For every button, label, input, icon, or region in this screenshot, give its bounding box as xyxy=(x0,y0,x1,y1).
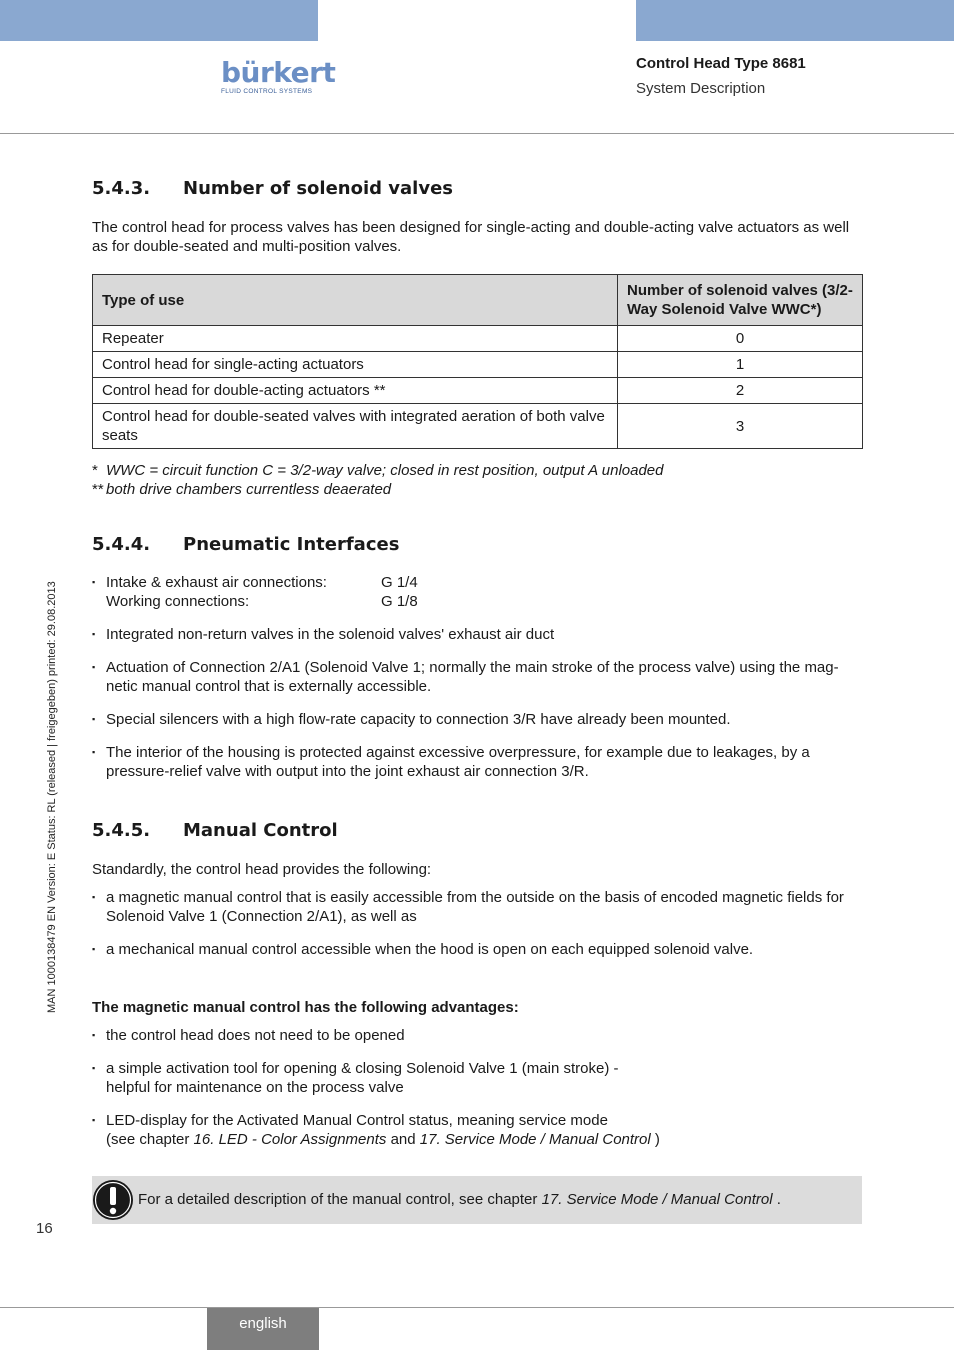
table-cell-count: 1 xyxy=(618,352,863,378)
language-tab: english xyxy=(207,1308,319,1350)
document-subtitle: System Description xyxy=(636,80,766,97)
connection-value: G 1/8 xyxy=(381,593,418,610)
table-row xyxy=(93,352,863,378)
table-cell-type: Control head for single-acting actuators xyxy=(93,352,618,378)
table-header-row xyxy=(93,275,863,326)
section-heading-5-4-3: 5.4.3. Number of solenoid valves xyxy=(92,178,453,199)
connection-value: G 1/4 xyxy=(381,574,418,591)
list-item: ▪ Special silencers with a high flow-rate capacity to connection 3/R have already been mounted. xyxy=(92,710,862,729)
table-header-type: Type of use xyxy=(93,275,618,326)
advantages-bullet-list xyxy=(92,1026,862,1149)
pneumatic-bullet-list xyxy=(92,573,862,781)
connection-label: Working connections: xyxy=(106,593,250,610)
footer-divider xyxy=(0,1307,954,1308)
header-divider xyxy=(0,133,954,134)
list-item: ▪ The interior of the housing is protected against excessive overpressure, for example due to leakages, by a pressure-relief valve with output into the joint exhaust air connection 3/R. xyxy=(92,743,862,781)
list-item: ▪ a simple activation tool for opening & closing Solenoid Valve 1 (main stroke) - helpful for maintenance on the process valve xyxy=(92,1059,862,1097)
list-item: ▪ a magnetic manual control that is easily accessible from the outside on the basis of encoded magnetic fields for Solenoid Valve 1 (Connection 2/A1), as well as xyxy=(92,888,862,926)
logo-wordmark: bürkert xyxy=(221,56,336,89)
table-cell-type: Repeater xyxy=(93,326,618,352)
document-title: Control Head Type 8681 xyxy=(636,55,806,72)
table-footnote: ** both drive chambers currentless deaerated xyxy=(92,481,392,498)
section-heading-5-4-5: 5.4.5. Manual Control xyxy=(92,820,338,841)
section-intro: Standardly, the control head provides the following: xyxy=(92,861,432,878)
table-cell-type: Control head for double-seated valves with integrated aeration of both valve seats xyxy=(93,404,618,449)
list-item: ▪ Integrated non-return valves in the solenoid valves' exhaust air duct xyxy=(92,625,862,644)
chapter-reference: 16. LED - Color Assignments xyxy=(193,1131,387,1148)
chapter-reference: 17. Service Mode / Manual Control xyxy=(419,1131,651,1148)
section-heading-5-4-4: 5.4.4. Pneumatic Interfaces xyxy=(92,534,400,555)
list-item: ▪ a mechanical manual control accessible when the hood is open on each equipped solenoid valve. xyxy=(92,940,862,959)
header-accent-bar-right xyxy=(636,0,954,41)
exclamation-icon xyxy=(92,1179,134,1221)
solenoid-valves-table xyxy=(92,274,863,449)
list-item: ▪ the control head does not need to be opened xyxy=(92,1026,862,1045)
page-number: 16 xyxy=(36,1220,53,1237)
section-intro: The control head for process valves has been designed for single-acting and double-acting valve actuators as well as for double-seated and multi-position valves. xyxy=(92,219,850,255)
document-meta-vertical: MAN 1000138479 EN Version: E Status: RL (released | freigegeben) printed: 29.08.2013 xyxy=(46,581,58,1013)
advantages-heading: The magnetic manual control has the following advantages: xyxy=(92,999,519,1016)
table-cell-count: 2 xyxy=(618,378,863,404)
list-item: ▪ Actuation of Connection 2/A1 (Solenoid Valve 1; normally the main stroke of the process valve) using the mag-netic manual control that is externally accessible. xyxy=(92,658,862,696)
list-item: ▪ LED-display for the Activated Manual Control status, meaning service mode (see chapter 16. LED - Color Assignments and 17. Service Mode / Manual Control ) xyxy=(92,1111,862,1149)
table-cell-count: 0 xyxy=(618,326,863,352)
table-footnote: * WWC = circuit function C = 3/2-way valve; closed in rest position, output A unloaded xyxy=(92,462,664,479)
table-cell-count: 3 xyxy=(618,404,863,449)
burkert-logo xyxy=(221,56,336,95)
list-item xyxy=(92,573,862,611)
note-text: For a detailed description of the manual control, see chapter 17. Service Mode / Manual Control . xyxy=(138,1191,781,1208)
chapter-reference: 17. Service Mode / Manual Control xyxy=(541,1191,773,1208)
logo-tagline: FLUID CONTROL SYSTEMS xyxy=(221,88,313,95)
table-cell-type: Control head for double-acting actuators ** xyxy=(93,378,618,404)
table-row xyxy=(93,404,863,449)
table-row xyxy=(93,378,863,404)
table-row xyxy=(93,326,863,352)
connection-label: ▪ Intake & exhaust air connections: xyxy=(106,574,327,591)
manual-control-bullet-list xyxy=(92,888,862,959)
table-header-count: Number of solenoid valves (3/2-Way Solenoid Valve WWC*) xyxy=(618,275,863,326)
header-accent-bar-left xyxy=(0,0,318,41)
